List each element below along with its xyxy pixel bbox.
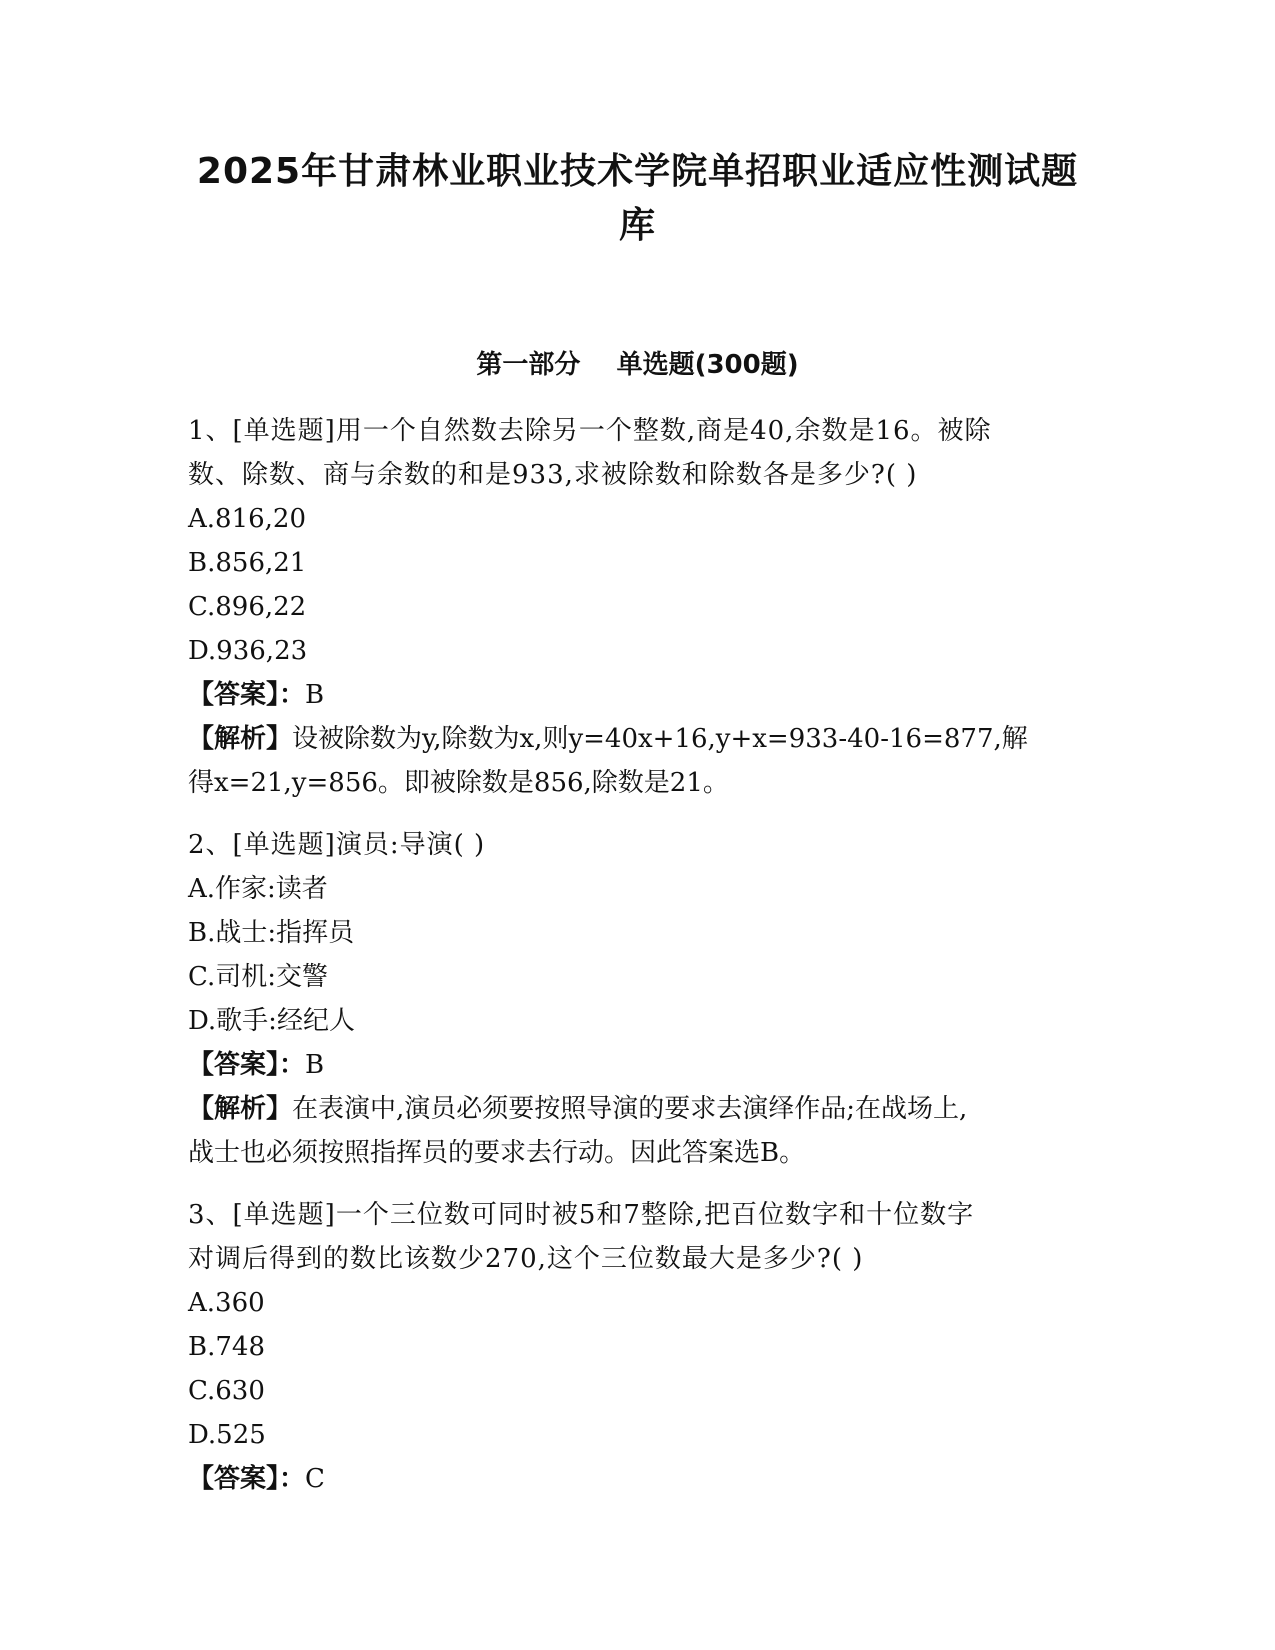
option-d: D.歌手:经纪人 [188, 1006, 355, 1036]
answer-label: 【答案】 [188, 1050, 280, 1080]
option-c: C.司机:交警 [188, 962, 328, 992]
option-b: B.战士:指挥员 [188, 918, 355, 948]
document-title-line-1: 2025年甘肃林业职业技术学院单招职业适应性测试题 [196, 151, 1079, 192]
answer-separator: ： [279, 1050, 306, 1080]
answer-label: 【答案】 [188, 1464, 280, 1494]
option-a: A.作家:读者 [188, 874, 328, 904]
option-b: B.748 [188, 1332, 265, 1362]
question-stem-line: 2、[单选题]演员:导演( ) [188, 830, 486, 860]
answer-value: B [305, 680, 325, 710]
option-d: D.936,23 [188, 636, 308, 666]
answer-line [188, 1043, 1078, 1087]
option-a: A.360 [188, 1288, 265, 1318]
analysis-label: 【解析】 [188, 1094, 293, 1124]
question-3 [188, 1193, 1078, 1501]
question-stem-line: 3、[单选题]一个三位数可同时被5和7整除,把百位数字和十位数字 [188, 1200, 975, 1230]
answer-separator: ： [279, 1464, 306, 1494]
question-list [188, 409, 1078, 1519]
option-c: C.630 [188, 1376, 265, 1406]
answer-separator: ： [279, 680, 306, 710]
answer-line [188, 673, 1078, 717]
analysis-line-continued: 战士也必须按照指挥员的要求去行动。因此答案选B。 [188, 1138, 806, 1168]
analysis-text: 设被除数为y,除数为x,则y=40x+16,y+x=933-40-16=877,解 [292, 724, 1028, 754]
analysis-line [188, 717, 1078, 761]
section-heading: 第一部分 单选题(300题) [476, 350, 799, 380]
answer-line [188, 1457, 1078, 1501]
option-c: C.896,22 [188, 592, 307, 622]
question-1 [188, 409, 1078, 805]
answer-value: C [305, 1464, 325, 1494]
option-a: A.816,20 [188, 504, 307, 534]
question-stem-line: 1、[单选题]用一个自然数去除另一个整数,商是40,余数是16。被除 [188, 416, 992, 446]
document-title [160, 145, 1115, 253]
analysis-text: 在表演中,演员必须要按照导演的要求去演绎作品;在战场上, [292, 1094, 968, 1124]
question-2 [188, 823, 1078, 1175]
answer-value: B [305, 1050, 325, 1080]
option-b: B.856,21 [188, 548, 307, 578]
option-d: D.525 [188, 1420, 266, 1450]
document-title-line-2: 库 [618, 205, 656, 246]
question-stem-line: 对调后得到的数比该数少270,这个三位数最大是多少?( ) [188, 1244, 864, 1274]
answer-label: 【答案】 [188, 680, 280, 710]
analysis-line-continued: 得x=21,y=856。即被除数是856,除数是21。 [188, 768, 729, 798]
analysis-line [188, 1087, 1078, 1131]
question-stem-line: 数、除数、商与余数的和是933,求被除数和除数各是多少?( ) [188, 460, 918, 490]
analysis-label: 【解析】 [188, 724, 293, 754]
